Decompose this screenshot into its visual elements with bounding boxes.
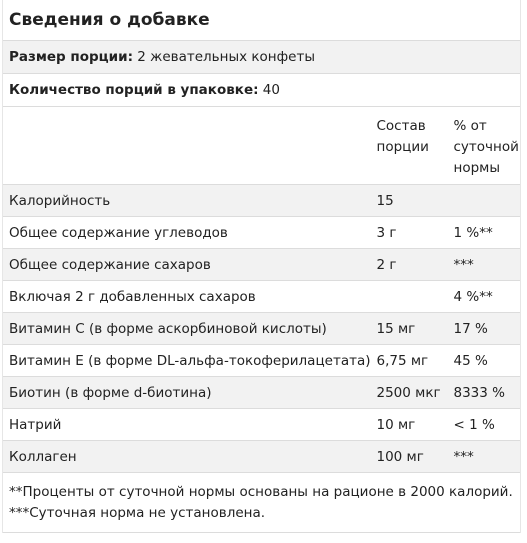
- nutrient-amount: 100 мг: [371, 441, 448, 473]
- nutrient-name: Общее содержание сахаров: [3, 249, 371, 281]
- nutrient-dv: 1 %**: [448, 217, 521, 249]
- servings-per-container-row: [3, 74, 520, 107]
- table-row: [3, 441, 520, 473]
- table-header-row: [3, 107, 520, 185]
- servings-per-container-value: 40: [258, 82, 280, 98]
- nutrient-name: Калорийность: [3, 185, 371, 217]
- table-row: [3, 377, 520, 409]
- footnote-daily-value-basis: **Проценты от суточной нормы основаны на рационе в 2000 калорий.: [9, 484, 513, 500]
- table-row: [3, 313, 520, 345]
- header-amount: [371, 107, 448, 185]
- header-amount-line: порции: [376, 139, 429, 155]
- nutrient-dv: 45 %: [448, 345, 521, 377]
- nutrient-dv: 8333 %: [448, 377, 521, 409]
- panel-title: Сведения о добавке: [3, 0, 520, 41]
- footnotes: [3, 473, 520, 533]
- serving-size-row: [3, 41, 520, 74]
- table-row: [3, 249, 520, 281]
- nutrient-amount: 6,75 мг: [371, 345, 448, 377]
- nutrient-amount: 15: [371, 185, 448, 217]
- nutrient-name: Коллаген: [3, 441, 371, 473]
- serving-size-label: Размер порции:: [9, 49, 133, 65]
- nutrient-amount: 15 мг: [371, 313, 448, 345]
- header-amount-line: Состав: [376, 118, 426, 134]
- nutrient-name: Биотин (в форме d-биотина): [3, 377, 371, 409]
- header-dv-line: нормы: [453, 160, 500, 176]
- footnote-no-daily-value: ***Суточная норма не установлена.: [9, 505, 266, 521]
- nutrient-name: Общее содержание углеводов: [3, 217, 371, 249]
- header-dv-line: суточной: [453, 139, 519, 155]
- header-dv-line: % от: [453, 118, 487, 134]
- table-row: [3, 185, 520, 217]
- header-daily-value: [448, 107, 521, 185]
- nutrient-dv: 17 %: [448, 313, 521, 345]
- nutrient-dv: ***: [448, 441, 521, 473]
- nutrient-amount: 2500 мкг: [371, 377, 448, 409]
- serving-size-value: 2 жевательных конфеты: [133, 49, 315, 65]
- nutrient-dv: [448, 185, 521, 217]
- table-row: [3, 409, 520, 441]
- nutrient-dv: 4 %**: [448, 281, 521, 313]
- servings-per-container-label: Количество порций в упаковке:: [9, 82, 259, 98]
- table-row: [3, 345, 520, 377]
- nutrient-name: Витамин C (в форме аскорбиновой кислоты): [3, 313, 371, 345]
- header-nutrient: [3, 107, 371, 185]
- nutrient-amount: 2 г: [371, 249, 448, 281]
- nutrient-dv: ***: [448, 249, 521, 281]
- supplement-facts-panel: [2, 0, 521, 533]
- nutrient-name: Включая 2 г добавленных сахаров: [3, 281, 371, 313]
- nutrient-amount: [371, 281, 448, 313]
- nutrient-name: Витамин E (в форме DL-альфа-токоферилацетата): [3, 345, 371, 377]
- nutrient-amount: 10 мг: [371, 409, 448, 441]
- table-row: [3, 217, 520, 249]
- nutrient-name: Натрий: [3, 409, 371, 441]
- nutrition-table: [3, 107, 520, 473]
- nutrient-dv: < 1 %: [448, 409, 521, 441]
- table-row: [3, 281, 520, 313]
- nutrient-amount: 3 г: [371, 217, 448, 249]
